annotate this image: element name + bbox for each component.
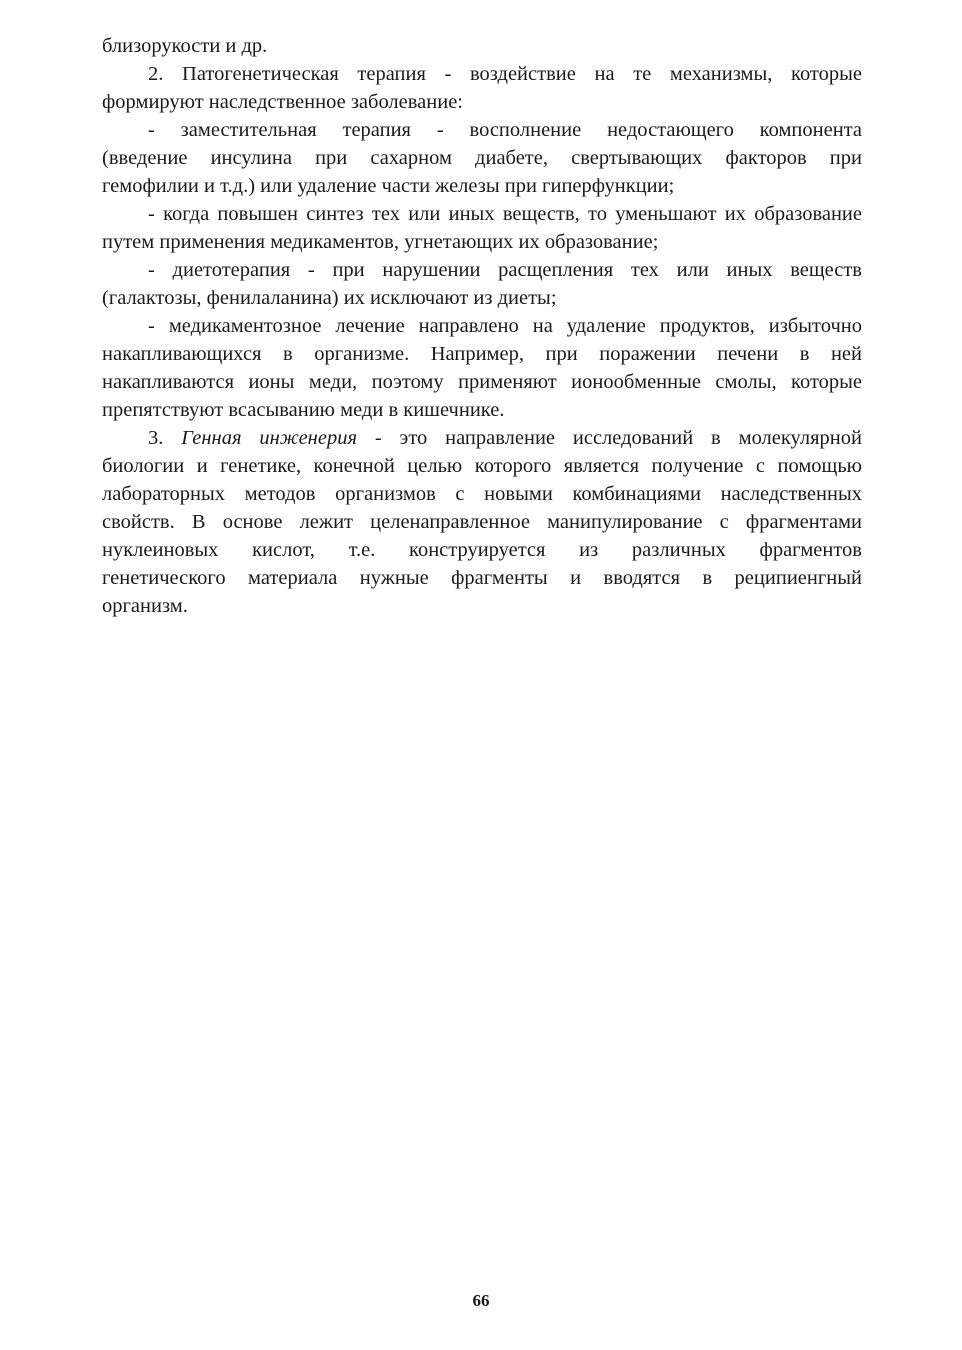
term-genetic-engineering: Генная инженерия [181, 427, 357, 449]
text-line: препятствуют всасыванию меди в кишечнике. [102, 399, 505, 421]
text-line: (галактозы, фенилаланина) их исключают из диеты; [102, 287, 557, 309]
text-line: свойств. В основе лежит целенаправленное манипулирование с фрагментами [102, 511, 862, 533]
text-line: - диетотерапия - при нарушении расщепления тех или иных веществ [148, 259, 862, 281]
text-line: биологии и генетике, конечной целью которого является получение с помощью [102, 455, 862, 477]
page-number: 66 [472, 1291, 490, 1310]
text-line: лабораторных методов организмов с новыми комбинациями наследственных [102, 483, 862, 505]
text-line: организм. [102, 595, 188, 617]
text-line: формируют наследственное заболевание: [102, 91, 463, 113]
text-line: гемофилии и т.д.) или удаление части железы при гиперфункции; [102, 175, 675, 197]
text-line: нуклеиновых кислот, т.е. конструируется из различных фрагментов [102, 539, 862, 561]
text-line: 2. Патогенетическая терапия - воздействие на те механизмы, которые [148, 63, 862, 85]
text-line: генетического материала нужные фрагменты и вводятся в реципиенгный [102, 567, 862, 589]
text-line: - когда повышен синтез тех или иных веществ, то уменьшают их образование [148, 203, 862, 225]
text-line: (введение инсулина при сахарном диабете, свертывающих факторов при [102, 147, 862, 169]
term-definition: - это направление исследований в молекулярной [356, 427, 862, 449]
text-line: - медикаментозное лечение направлено на удаление продуктов, избыточно [148, 315, 862, 337]
item-number: 3. [148, 427, 182, 449]
text-line: - заместительная терапия - восполнение недостающего компонента [148, 119, 862, 141]
text-line-with-term [102, 424, 862, 452]
text-line: накапливаются ионы меди, поэтому применяют ионообменные смолы, которые [102, 371, 862, 393]
text-line: близорукости и др. [102, 35, 268, 57]
text-line: путем применения медикаментов, угнетающих их образование; [102, 231, 659, 253]
page-body [102, 32, 862, 620]
text-line: накапливающихся в организме. Например, при поражении печени в ней [102, 343, 862, 365]
